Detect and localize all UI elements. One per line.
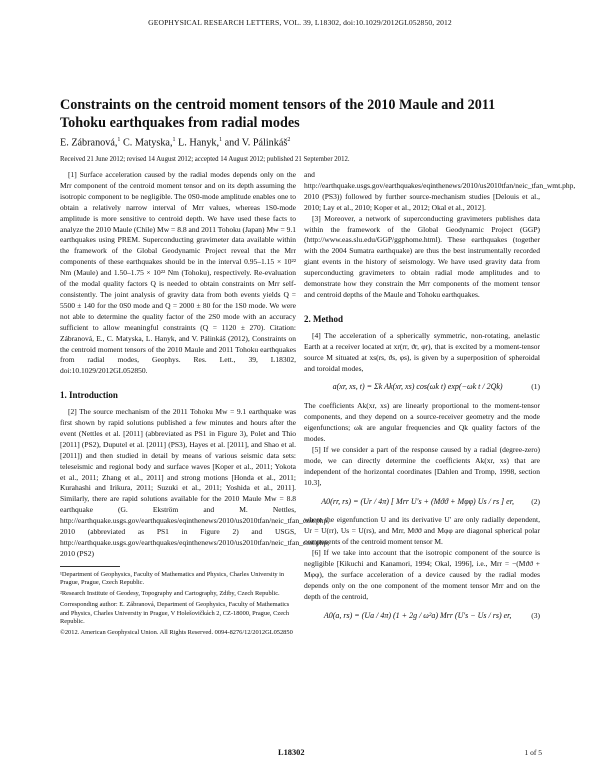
- equation-body: A0(a, rs) = (Ua / 4π) (1 + 2g / ω²a) Mrr (U′s − Us / rs) er,: [323, 610, 512, 620]
- right-column: [304, 170, 576, 630]
- page-number: 1 of 5: [524, 748, 542, 757]
- section-heading-method: 2. Method: [304, 313, 343, 324]
- footnote-affiliation-1: ¹Department of Geophysics, Faculty of Mathematics and Physics, Charles University in Prague, Prague, Czech Republic.: [60, 570, 285, 587]
- author: L. Hanyk,: [175, 137, 220, 149]
- affiliation-mark: 1: [219, 137, 223, 143]
- article-id: L18302: [278, 748, 305, 757]
- footnote-copyright: ©2012. American Geophysical Union. All Rights Reserved. 0094-8276/12/2012GL052850: [60, 629, 293, 637]
- paragraph: The coefficients Ak(xr, xs) are linearly proportional to the moment-tensor components, and they depend on a source-receiver geometry and the mode eigenfunctions; ωk are angular frequencies and Qk quality factors of the modes.: [304, 401, 540, 444]
- paper-title: Constraints on the centroid moment tensors of the 2010 Maule and 2011 Tohoku earthquakes from radial modes: [60, 97, 496, 131]
- equation-number: (3): [531, 610, 540, 620]
- author: and V. Pálinkáš: [222, 137, 288, 149]
- paragraph: [2] The source mechanism of the 2011 Tohoku Mw = 9.1 earthquake was first shown by rapid solutions published a few minutes and hours after the event (Nettles et al. [2011] (abbreviated as PS1 in Figure 3), Polet and Thio [2011] (PS2), Duputel et al. [2011] (PS3), Hayes et al. [2011], and Shao et al. [2011]) and then studied in detail by means of various seismic data sets: teleseismic and regional body and surface waves [Koper et al., 2011; Yokota et al., 2011; Zhang et al., 2011] and strong motions [Honda et al., 2011; Kurahashi and Irikura, 2011; Suzuki et al., 2011; Yoshida et al., 2011]. Similarly, there are rapid solutions available for the 2010 Maule Mw = 8.8 earthquake (G. Ekström and M. Nettles, http://earthquake.usgs.gov/earthquakes/eqinthenews/2010/us2010tfan/neic_tfan_cmt.php, 2010 (abbreviated as PS1 in Figure 2) and USGS, http://earthquake.usgs.gov/earthquakes/eqinthenews/2010/us2010tfan/neic_tfan_cmt.php, 2010 (PS2): [60, 407, 330, 558]
- author: C. Matyska,: [120, 137, 173, 149]
- abstract: [1] Surface acceleration caused by the radial modes depends only on the Mrr component of the centroid moment tensor and on its depth assuming the isotropic component to be negligible. The 0S0-mode amplitude enables one to obtain a relatively narrow interval of Mrr values, whereas 1S0-mode amplitude is more sensitive to centroid depth. We have used these facts to analyze the 2010 Maule (Chile) Mw = 8.8 and 2011 Tohoku (Japan) Mw = 9.1 earthquakes using PREM. Superconducting gravimeter data available within the framework of the Global Geodynamic Project reveal that the Mrr components of these earthquakes should be in the interval 0.95–1.15 × 10²² Nm (Maule) and 1.50–1.75 × 10²² Nm (Tohoku), respectively. Re-evaluation of the modal quality factors Q is needed to obtain constraints on Mrr self-consistently. The joint analysis of gravity data from both events yields Q = 5500 ± 140 for the 0S0 mode and Q = 2000 ± 80 for the 1S0 mode. We were not able to determine the quality factor of the 2S0 mode with an accuracy sufficient to allow meaningful constraints (Q = 1120 ± 270). Citation: Zábranová, E., C. Matyska, L. Hanyk, and V. Pálinkáš (2012), Constraints on the centroid moment tensors of the 2010 Maule and 2011 Tohoku earthquakes from radial modes, Geophys. Res. Lett., 39, L18302, doi:10.1029/2012GL052850.: [60, 170, 296, 376]
- footnotes: [60, 571, 296, 637]
- equation-number: (2): [531, 496, 540, 506]
- author: E. Zábranová,: [60, 137, 118, 149]
- equation-3: [304, 611, 540, 622]
- equation-body: a(xr, xs, t) = Σk Ak(xr, xs) cos(ωk t) exp(−ωk t / 2Qk): [332, 382, 503, 392]
- running-head: GEOPHYSICAL RESEARCH LETTERS, VOL. 39, L18302, doi:10.1029/2012GL052850, 2012: [148, 18, 452, 27]
- paragraph: [3] Moreover, a network of superconducting gravimeters publishes data within the framework of the Global Geodynamic Project (GGP) (http://www.eas.slu.edu/GGP/ggphome.html). These earthquakes (together with the 2004 Sumatra earthquake) are thus the best instrumentally recorded giant events in the history of seismology. We have used gravity data from superconducting gravimeters to obtain radial mode amplitudes and to demonstrate how they constrain the Mrr components of the moment tensor and centroid depths of the Maule and Tohoku earthquakes.: [304, 213, 540, 299]
- author-list: [60, 137, 290, 148]
- received-dates: Received 21 June 2012; revised 14 August 2012; accepted 14 August 2012; published 21 September 2012.: [60, 156, 350, 163]
- paragraph: where the eigenfunction U and its derivative U′ are only radially dependent, Ur = U(rr), Us = U(rs), and Mrr, Mϑϑ and Mφφ are diagonal spherical polar components of the centroid moment tensor M.: [304, 515, 540, 547]
- footnote-divider: [60, 566, 120, 567]
- paragraph: [5] If we consider a part of the response caused by a radial (degree-zero) mode, we can directly determine the coefficients Ak(xr, xs) that are independent of the horizontal coordinates [Dahlen and Tromp, 1998, section 10.3],: [304, 444, 540, 487]
- equation-body: A0(rr, rs) = (Ur / 4π) [ Mrr U′s + (Mϑϑ + Mφφ) Us / rs ] er,: [321, 496, 514, 506]
- paragraph: and http://earthquake.usgs.gov/earthquakes/eqinthenews/2010/us2010tfan/neic_tfan_wmt.php, 2010 (PS3)) followed by further source-mechanism studies [Delouis et al., 2010; Lay et al., 2010; Koper et al., 2012; Okal et al., 2012].: [304, 170, 576, 212]
- paragraph: [4] The acceleration of a spherically symmetric, non-rotating, anelastic Earth at a receiver located at xr(rr, ϑr, φr), that is excited by a moment-tensor source M situated at xs(rs, ϑs, φs), is given by a superposition of spheroidal and toroidal modes,: [304, 330, 540, 373]
- equation-2: [304, 497, 540, 508]
- affiliation-mark: 1: [172, 137, 176, 143]
- equation-number: (1): [531, 382, 540, 392]
- affiliation-mark: 2: [287, 137, 291, 143]
- affiliation-mark: 1: [117, 137, 121, 143]
- paragraph: [6] If we take into account that the isotropic component of the source is negligible [Kikuchi and Kanamori, 1994; Okal, 1996], i.e., Mrr = −(Mϑϑ + Mφφ), the surface acceleration of a device caused by the radial modes depends only on the one component of the moment tensor Mrr and on the depth of the centroid,: [304, 548, 540, 601]
- footnote-affiliation-2: ²Research Institute of Geodesy, Topography and Cartography, Zdiby, Czech Republic.: [60, 590, 280, 598]
- equation-1: [304, 382, 540, 393]
- section-heading-introduction: 1. Introduction: [60, 390, 118, 401]
- footnote-corresponding-author: Corresponding author: E. Zábranová, Department of Geophysics, Faculty of Mathematics and Physics, Charles University in Prague, V Holešovičkách 2, CZ-18000, Prague, Czech Republic.: [60, 601, 290, 625]
